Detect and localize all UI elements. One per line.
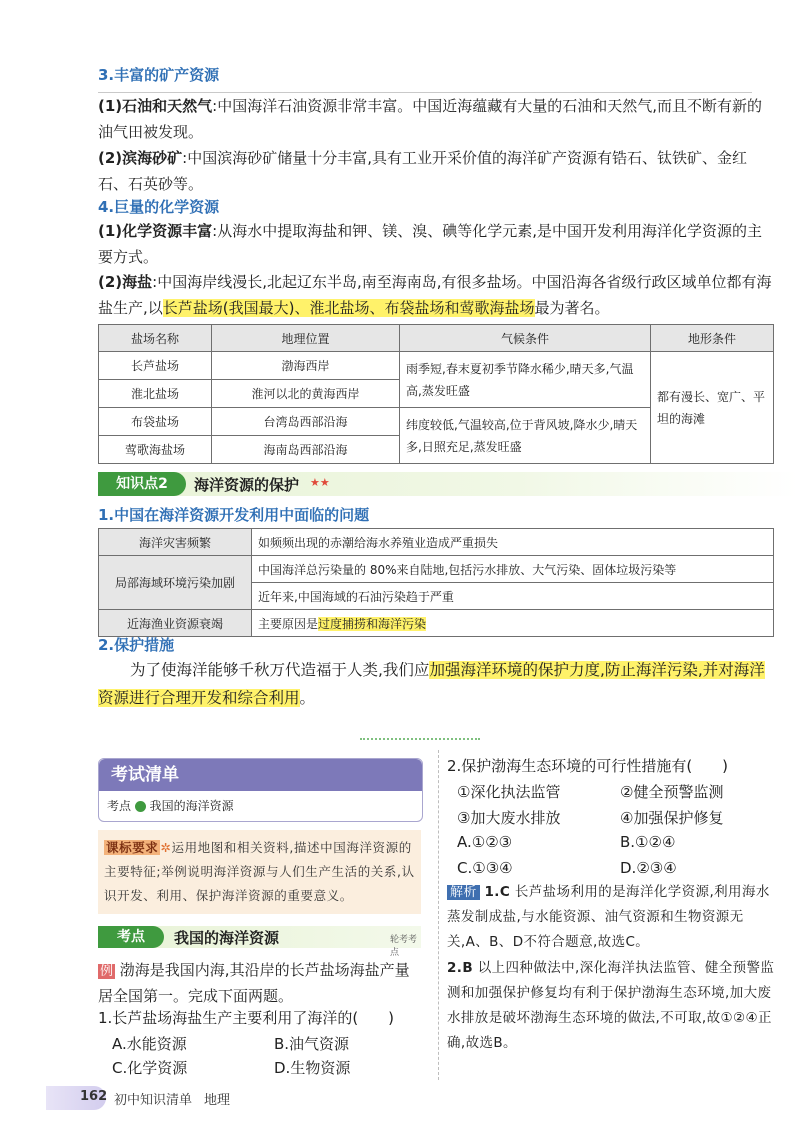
analysis-2: [447, 956, 775, 1056]
knowledge-point-bar: [98, 472, 798, 496]
table-row: [99, 556, 774, 583]
item-label: (2)滨海砂矿: [98, 149, 183, 167]
problems-heading: 1.中国在海洋资源开发利用中面临的问题: [98, 506, 370, 524]
page-number: 162: [80, 1089, 108, 1104]
example-stem-text: 渤海是我国内海,其沿岸的长芦盐场海盐产量居全国第一。完成下面两题。: [98, 961, 410, 1005]
curriculum-requirement-box: [98, 830, 421, 914]
option-c: C.化学资源: [112, 1059, 188, 1077]
knowledge-point-tag: 知识点2: [98, 472, 186, 496]
exam-point-note: 轮考考点: [390, 935, 418, 958]
answer-number: 2.B: [447, 960, 474, 976]
answer-number: 1.C: [484, 884, 511, 900]
paragraph-text: 。: [299, 689, 316, 707]
table-cell-label: 海洋灾害频繁: [99, 529, 252, 556]
option-d: D.②③④: [620, 859, 677, 877]
item-oil-gas: [98, 93, 774, 145]
measures-paragraph: [98, 656, 774, 712]
table-cell: 淮河以北的黄海西岸: [212, 380, 400, 408]
measures-heading: 2.保护措施: [98, 636, 175, 654]
example-tag: 例: [100, 964, 114, 979]
table-cell: 纬度较低,气温较高,位于背风坡,降水少,晴天多,日照充足,蒸发旺盛: [400, 408, 651, 464]
table-cell: 长芦盐场: [99, 352, 212, 380]
item-sand-ore: [98, 145, 774, 197]
exam-point-text: 我国的海洋资源: [149, 799, 234, 813]
table-cell: 莺歌海盐场: [99, 436, 212, 464]
exam-point-row: [107, 797, 234, 814]
cell-text: 主要原因是: [258, 616, 319, 631]
analysis-text: 以上四种做法中,深化海洋执法监管、健全预警监测和加强保护修复均有利于保护渤海生态环境,加大废水排放是破坏渤海生态环境的做法,不可取,故①②④正确,故选B。: [447, 960, 775, 1051]
highlight: 长芦盐场(我国最大)、淮北盐场、布袋盐场和莺歌海盐场: [162, 299, 535, 317]
item-label: (2)海盐: [98, 273, 153, 291]
table-cell-label: 局部海域环境污染加剧: [99, 556, 252, 610]
table-cell: 淮北盐场: [99, 380, 212, 408]
item-label: (1)化学资源丰富: [98, 222, 213, 240]
measure-item: ③加大废水排放: [457, 809, 561, 827]
analysis-1: [447, 880, 775, 955]
table-header: 盐场名称: [99, 325, 212, 352]
option-d: D.生物资源: [274, 1059, 351, 1077]
item-chemical: [98, 218, 774, 270]
requirement-content: 课标要求 ✲运用地图和相关资料,描述中国海洋资源的主要特征;举例说明海洋资源与人们生产生活的关系,认识开发、利用、保护海洋资源的重要意义。: [104, 840, 415, 903]
book-title: 初中知识清单: [114, 1093, 193, 1108]
table-cell: 如频频出现的赤潮给海水养殖业造成严重损失: [252, 529, 774, 556]
requirement-tag: 课标要求: [106, 840, 159, 855]
example-stem: [98, 958, 424, 1008]
exam-point-label: 考点: [107, 799, 132, 813]
requirement-text: 运用地图和相关资料,描述中国海洋资源的主要特征;举例说明海洋资源与人们生产生活的关系,认识开发、利用、保护海洋资源的重要意义。: [104, 840, 415, 903]
table-row: [99, 529, 774, 556]
table-cell: 布袋盐场: [99, 408, 212, 436]
table-cell: [252, 610, 774, 637]
highlight: 加强海洋环境的保护力度,防止海洋污染,并对海洋资源进行合理开发和综合利用: [98, 661, 765, 707]
item-label: (1)石油和天然气: [98, 97, 213, 115]
table-cell: 都有漫长、宽广、平坦的海滩: [651, 352, 774, 464]
problems-table: [98, 528, 774, 637]
measure-item: ①深化执法监管: [457, 783, 561, 801]
exam-list-title: 考试清单: [99, 759, 422, 791]
exam-point-tag: 考点: [98, 926, 164, 948]
column-divider: [438, 750, 439, 1080]
star-icon: ★★: [310, 476, 330, 489]
question-1: 1.长芦盐场海盐生产主要利用了海洋的( ): [98, 1009, 395, 1027]
item-text: :中国海洋石油资源非常丰富。中国近海蕴藏有大量的石油和天然气,而且不断有新的油气田被发现。: [98, 97, 762, 141]
item-text: :中国滨海砂矿储量十分丰富,具有工业开采价值的海洋矿产资源有锆石、钛铁矿、金红石、石英砂等。: [98, 149, 747, 193]
analysis-text: 长芦盐场利用的是海洋化学资源,利用海水蒸发制成盐,与水能资源、油气资源和生物资源无关,A、B、D不符合题意,故选C。: [447, 884, 770, 950]
option-c: C.①③④: [457, 859, 513, 877]
analysis-tag: 解析: [447, 885, 480, 900]
measure-item: ④加强保护修复: [620, 809, 724, 827]
knowledge-point-title: 海洋资源的保护: [194, 476, 300, 494]
table-cell: 海南岛西部沿海: [212, 436, 400, 464]
table-header: 气候条件: [400, 325, 651, 352]
table-cell-label: 近海渔业资源衰竭: [99, 610, 252, 637]
table-cell: 台湾岛西部沿海: [212, 408, 400, 436]
table-row: [99, 352, 774, 380]
measure-item: ②健全预警监测: [620, 783, 724, 801]
table-header: 地理位置: [212, 325, 400, 352]
highlight: 过度捕捞和海洋污染: [318, 616, 427, 631]
dotted-divider: [360, 738, 480, 740]
salt-field-table: [98, 324, 774, 464]
exam-point-title: 我国的海洋资源: [174, 929, 280, 947]
table-header: 地形条件: [651, 325, 774, 352]
table-cell: 雨季短,春末夏初季节降水稀少,晴天多,气温高,蒸发旺盛: [400, 352, 651, 408]
footer: [46, 1086, 366, 1110]
table-cell: 中国海洋总污染量的 80%来自陆地,包括污水排放、大气污染、固体垃圾污染等: [252, 556, 774, 583]
table-cell: 近年来,中国海域的石油污染趋于严重: [252, 583, 774, 610]
item-text: :中国海岸线漫长,北起辽东半岛,南至海南岛,有很多盐场。中国沿海各省级行政区域单位都有海盐生产,以: [98, 273, 772, 317]
item-sea-salt: [98, 269, 774, 321]
table-cell: 渤海西岸: [212, 352, 400, 380]
item-text: 最为著名。: [534, 299, 610, 317]
option-b: B.①②④: [620, 833, 676, 851]
option-a: A.①②③: [457, 833, 513, 851]
exam-list-box: [98, 758, 423, 822]
table-row: [99, 610, 774, 637]
section-3-heading: 3.丰富的矿产资源: [98, 66, 220, 84]
question-2: 2.保护渤海生态环境的可行性措施有( ): [447, 757, 729, 775]
subject: 地理: [204, 1093, 231, 1108]
section-4-heading: 4.巨量的化学资源: [98, 198, 220, 216]
item-text: :从海水中提取海盐和钾、镁、溴、碘等化学元素,是中国开发利用海洋化学资源的主要方式。: [98, 222, 762, 266]
option-a: A.水能资源: [112, 1035, 187, 1053]
paragraph-text: 为了使海洋能够千秋万代造福于人类,我们应: [130, 661, 430, 679]
option-b: B.油气资源: [274, 1035, 350, 1053]
exam-point-bar: [98, 926, 421, 958]
dot-icon: [135, 801, 146, 812]
